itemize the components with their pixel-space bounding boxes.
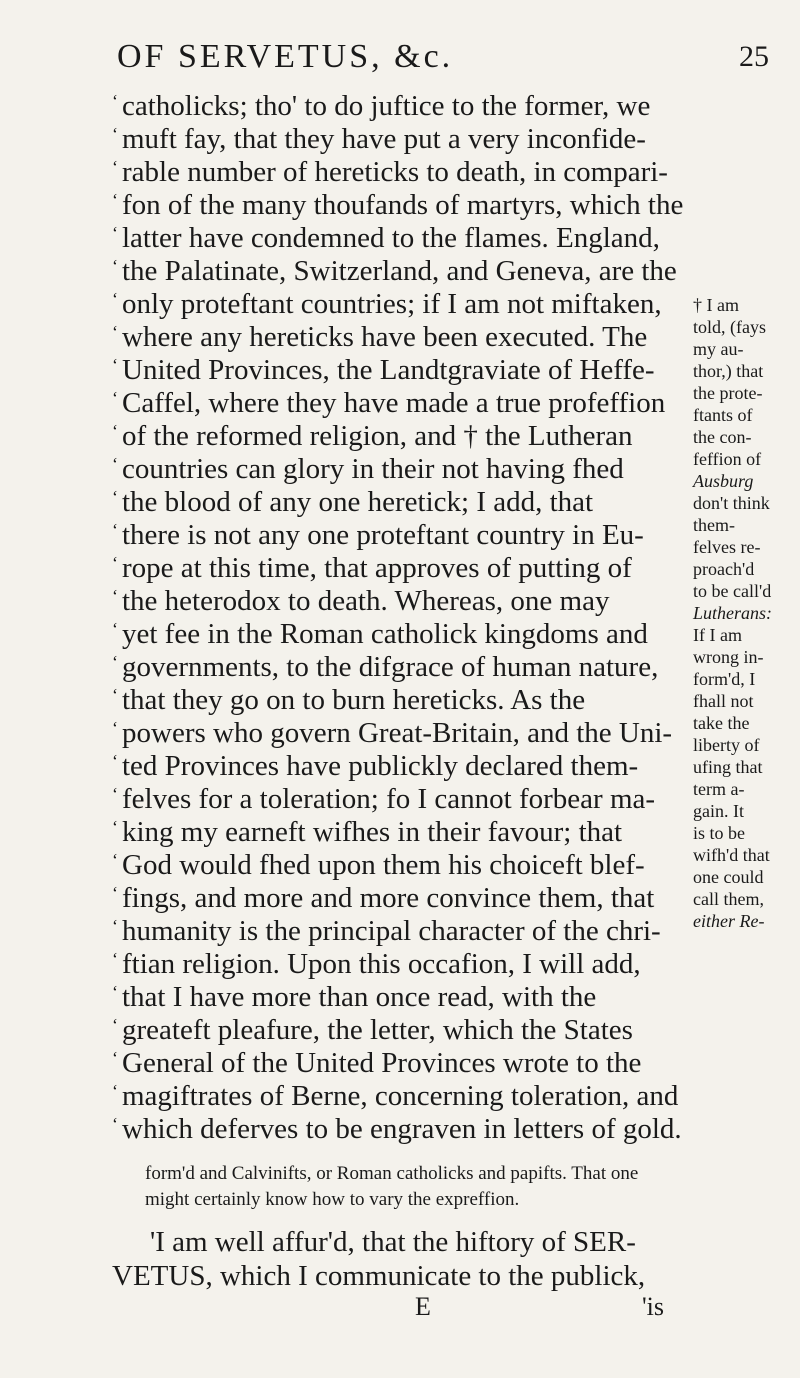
text-line: ‘ king my earneft wifhes in their favour; that	[112, 816, 623, 848]
margin-line: either Re-	[693, 911, 765, 931]
text-line: ‘ magiftrates of Berne, concerning toleration, and	[112, 1080, 679, 1112]
text-line: ‘ rable number of hereticks to death, in compari-	[112, 156, 668, 188]
page-header	[0, 38, 800, 88]
margin-line: gain. It	[693, 801, 744, 821]
margin-line: to be call'd	[693, 581, 772, 601]
margin-line: the con-	[693, 427, 752, 447]
running-title: OF SERVETUS, &c.	[117, 38, 454, 75]
text-line: ‘ the Palatinate, Switzerland, and Geneva, are the	[112, 255, 677, 287]
text-line: ‘ there is not any one proteftant country in Eu-	[112, 519, 644, 551]
margin-line: don't think	[693, 493, 770, 513]
margin-line: liberty of	[693, 735, 760, 755]
text-line: ‘ that they go on to burn hereticks. As the	[112, 684, 586, 716]
margin-line: term a-	[693, 779, 745, 799]
margin-line: fhall not	[693, 691, 754, 711]
margin-line: form'd, I	[693, 669, 756, 689]
margin-line: If I am	[693, 625, 742, 645]
margin-line: Ausburg	[693, 471, 754, 491]
margin-line: feffion of	[693, 449, 762, 469]
margin-line: one could	[693, 867, 764, 887]
text-line: ‘ General of the United Provinces wrote to the	[112, 1047, 642, 1079]
text-line: ‘ ftian religion. Upon this occafion, I will add,	[112, 948, 641, 980]
margin-line: call them,	[693, 889, 764, 909]
text-line: ‘ fon of the many thoufands of martyrs, which the	[112, 189, 684, 221]
text-line: ‘ the blood of any one heretick; I add, that	[112, 486, 594, 518]
text-line: ‘ which deferves to be engraven in letters of gold.	[112, 1113, 682, 1145]
text-line: ‘ catholicks; tho' to do juftice to the former, we	[112, 90, 651, 122]
text-line: ‘ greateft pleafure, the letter, which the States	[112, 1014, 633, 1046]
text-line: ‘ yet fee in the Roman catholick kingdoms and	[112, 618, 648, 650]
text-line: ‘ of the reformed religion, and † the Lutheran	[112, 420, 633, 452]
margin-line: felves re-	[693, 537, 761, 557]
text-line: ‘ Caffel, where they have made a true profeffion	[112, 387, 666, 419]
margin-line: wrong in-	[693, 647, 764, 667]
text-line: ‘ fings, and more and more convince them, that	[112, 882, 655, 914]
margin-line: my au-	[693, 339, 744, 359]
text-line: ‘ humanity is the principal character of the chri-	[112, 915, 661, 947]
margin-line: told, (fays	[693, 317, 766, 337]
margin-line: Lutherans:	[693, 603, 773, 623]
text-line: ‘ rope at this time, that approves of putting of	[112, 552, 632, 584]
text-line: ‘ ted Provinces have publickly declared them-	[112, 750, 639, 782]
text-line: ‘ muft fay, that they have put a very inconfide-	[112, 123, 646, 155]
margin-line: thor,) that	[693, 361, 764, 381]
text-line: ‘ governments, to the difgrace of human nature,	[112, 651, 659, 683]
text-line: VETUS, which I communicate to the publick,	[112, 1260, 646, 1292]
margin-line: ufing that	[693, 757, 763, 777]
footnote-line-1: form'd and Calvinifts, or Roman catholicks and papifts. That one	[145, 1163, 639, 1184]
text-line: ‘ where any hereticks have been executed. The	[112, 321, 648, 353]
margin-line: is to be	[693, 823, 745, 843]
margin-line: them-	[693, 515, 735, 535]
page-number: 25	[739, 40, 769, 73]
catchword: 'is	[642, 1292, 665, 1321]
text-line: ‘ powers who govern Great-Britain, and the Uni-	[112, 717, 673, 749]
footnote-line-2: might certainly know how to vary the expreffion.	[145, 1189, 520, 1210]
margin-line: wifh'd that	[693, 845, 770, 865]
text-line: ‘ countries can glory in their not having fhed	[112, 453, 624, 485]
text-line: ‘ latter have condemned to the flames. England,	[112, 222, 660, 254]
margin-line: take the	[693, 713, 750, 733]
text-line: ‘ God would fhed upon them his choiceft blef-	[112, 849, 645, 881]
text-line: 'I am well affur'd, that the hiftory of SER-	[150, 1226, 636, 1258]
text-line: ‘ United Provinces, the Landtgraviate of Heffe-	[112, 354, 655, 386]
margin-line: the prote-	[693, 383, 763, 403]
margin-line: † I am	[693, 295, 739, 315]
text-line: ‘ only proteftant countries; if I am not miftaken,	[112, 288, 662, 320]
text-line: ‘ that I have more than once read, with the	[112, 981, 597, 1013]
signature-mark: E	[415, 1292, 431, 1321]
margin-line: ftants of	[693, 405, 753, 425]
text-line: ‘ felves for a toleration; fo I cannot forbear ma-	[112, 783, 656, 815]
text-line: ‘ the heterodox to death. Whereas, one may	[112, 585, 610, 617]
margin-line: proach'd	[693, 559, 755, 579]
